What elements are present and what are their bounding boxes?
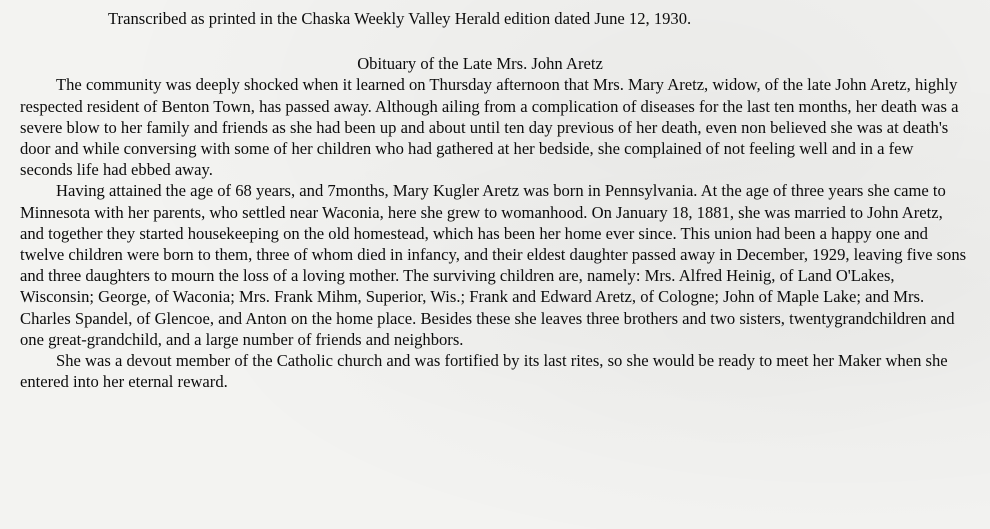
obituary-document — [20, 8, 970, 392]
obituary-title: Obituary of the Late Mrs. John Aretz — [357, 54, 603, 74]
paragraph-2: Having attained the age of 68 years, and 7months, Mary Kugler Aretz was born in Pennsylvania. At the age of three years she came to Minnesota with her parents, who settled near Waconia, here she grew to womanhood. On January 18, 1881, she was married to John Aretz, and together they started housekeeping on the old homestead, which has been her home ever since. This union had been a happy one and twelve children were born to them, three of whom died in infancy, and their eldest daughter passed away in December, 1929, leaving five sons and three daughters to mourn the loss of a loving mother. The surviving children are, namely: Mrs. Alfred Heinig, of Land O'Lakes, Wisconsin; George, of Waconia; Mrs. Frank Mihm, Superior, Wis.; Frank and Edward Aretz, of Cologne; John of Maple Lake; and Mrs. Charles Spandel, of Glencoe, and Anton on the home place. Besides these she leaves three brothers and two sisters, twentygrandchildren and one great-grandchild, and a large number of friends and neighbors. — [20, 181, 967, 349]
paragraph-1: The community was deeply shocked when it learned on Thursday afternoon that Mrs. Mary Aretz, widow, of the late John Aretz, highly respected resident of Benton Town, has passed away. Although ailing from a complication of diseases for the last ten months, her death was a severe blow to her family and friends as she had been up and about until ten day previous of her death, even non believed she was at death's door and while conversing with some of her children who had gathered at her bedside, she complained of not feeling well and in a few seconds life had ebbed away. — [20, 75, 959, 180]
transcription-note: Transcribed as printed in the Chaska Weekly Valley Herald edition dated June 12, 1930. — [108, 9, 692, 28]
paragraph-3: She was a devout member of the Catholic church and was fortified by its last rites, so she would be ready to meet her Maker when she entered into her eternal reward. — [20, 351, 948, 392]
